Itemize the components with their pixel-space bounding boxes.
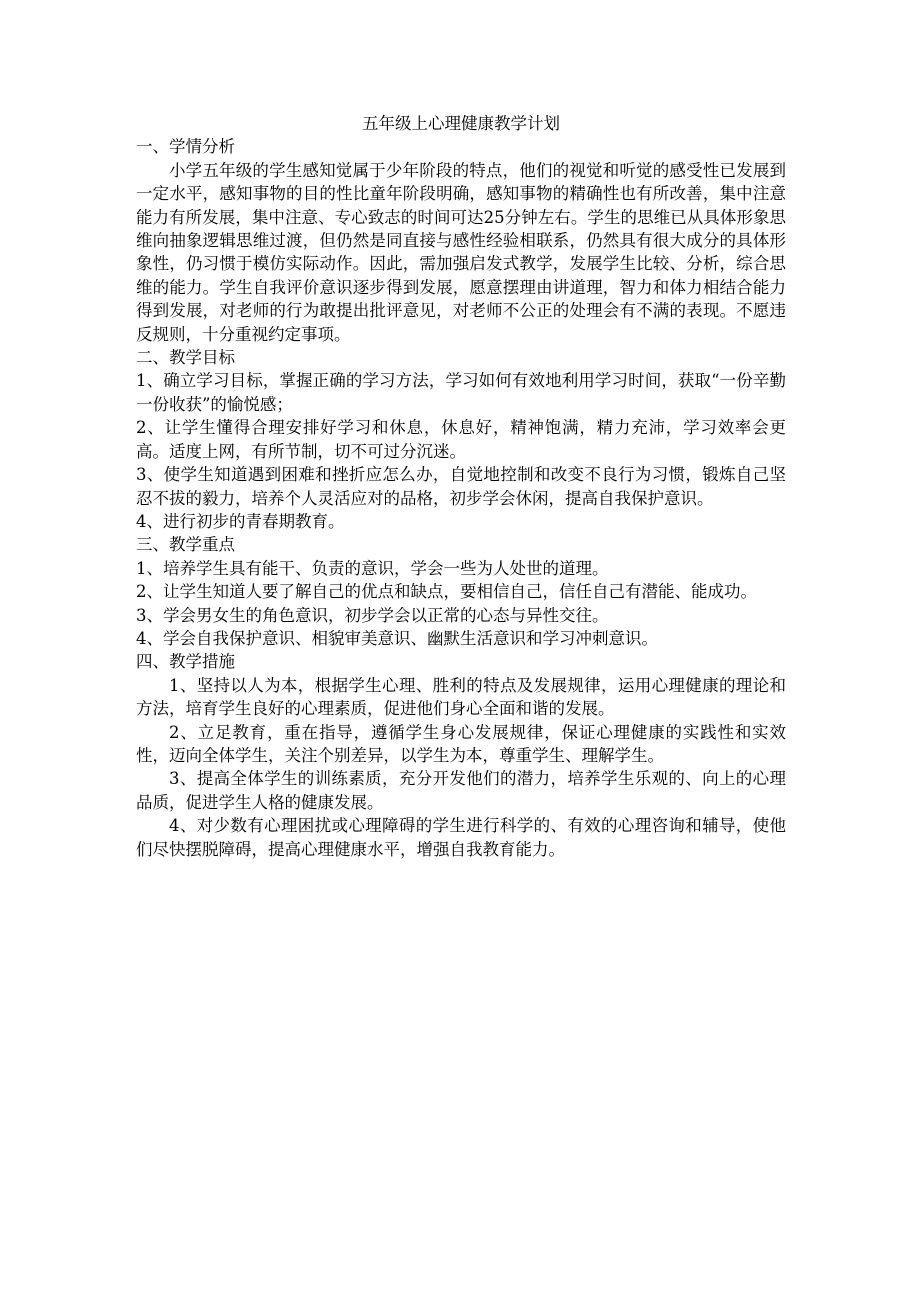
document-page xyxy=(136,112,786,861)
list-item: 1、坚持以人为本，根据学生心理、胜利的特点及发展规律，运用心理健康的理论和方法，培育学生良好的心理素质，促进他们身心全面和谐的发展。 xyxy=(136,675,786,719)
section-teaching-focus xyxy=(136,533,786,650)
list-item: 3、提高全体学生的训练素质，充分开发他们的潜力，培养学生乐观的、向上的心理品质，促进学生人格的健康发展。 xyxy=(136,769,786,812)
section-heading: 二、教学目标 xyxy=(136,348,235,368)
list-item: 4、进行初步的青春期教育。 xyxy=(136,511,345,531)
list-item: 2、让学生懂得合理安排好学习和休息，休息好，精神饱满，精力充沛，学习效率会更高。适度上网，有所节制，切不可过分沉迷。 xyxy=(136,418,786,461)
list-item: 3、使学生知道遇到困难和挫折应怎么办，自觉地控制和改变不良行为习惯，锻炼自己坚忍不拔的毅力，培养个人灵活应对的品格，初步学会休闲，提高自我保护意识。 xyxy=(136,465,786,508)
list-item: 1、培养学生具有能干、负责的意识，学会一些为人处世的道理。 xyxy=(136,558,609,578)
section-situation-analysis xyxy=(136,135,786,346)
list-item: 2、立足教育，重在指导，遵循学生身心发展规律，保证心理健康的实践性和实效性，迈向全体学生，关注个别差异，以学生为本，尊重学生、理解学生。 xyxy=(136,722,786,765)
list-item: 2、让学生知道人要了解自己的优点和缺点，要相信自己，信任自己有潜能、能成功。 xyxy=(136,582,757,602)
list-item: 3、学会男女生的角色意识，初步学会以正常的心态与异性交往。 xyxy=(136,605,609,625)
section-heading: 四、教学措施 xyxy=(136,652,235,672)
section-teaching-goals xyxy=(136,346,786,533)
list-item: 4、学会自我保护意识、相貌审美意识、幽默生活意识和学习冲刺意识。 xyxy=(136,628,658,648)
section-heading: 一、学情分析 xyxy=(136,137,235,157)
list-item: 1、确立学习目标，掌握正确的学习方法，学习如何有效地利用学习时间，获取“一份辛勤一份收获”的愉悦感； xyxy=(136,371,786,414)
document-title: 五年级上心理健康教学计划 xyxy=(362,114,560,133)
list-item: 4、对少数有心理困扰或心理障碍的学生进行科学的、有效的心理咨询和辅导，使他们尽快摆脱障碍，提高心理健康水平，增强自我教育能力。 xyxy=(136,816,786,859)
section-paragraph: 小学五年级的学生感知觉属于少年阶段的特点，他们的视觉和听觉的感受性已发展到一定水平，感知事物的目的性比童年阶段明确，感知事物的精确性也有所改善，集中注意能力有所发展，集中注意、专心致志的时间可达25分钟左右。学生的思维已从具体形象思维向抽象逻辑思维过渡，但仍然是同直接与感性经验相联系，仍然具有很大成分的具体形象性，仍习惯于模仿实际动作。因此，需加强启发式教学，发展学生比较、分析，综合思维的能力。学生自我评价意识逐步得到发展，愿意摆理由讲道理，智力和体力相结合能力得到发展，对老师的行为敢提出批评意见，对老师不公正的处理会有不满的表现。不愿违反规则，十分重视约定事项。 xyxy=(136,160,786,344)
section-heading: 三、教学重点 xyxy=(136,535,235,555)
section-teaching-measures xyxy=(136,650,786,861)
